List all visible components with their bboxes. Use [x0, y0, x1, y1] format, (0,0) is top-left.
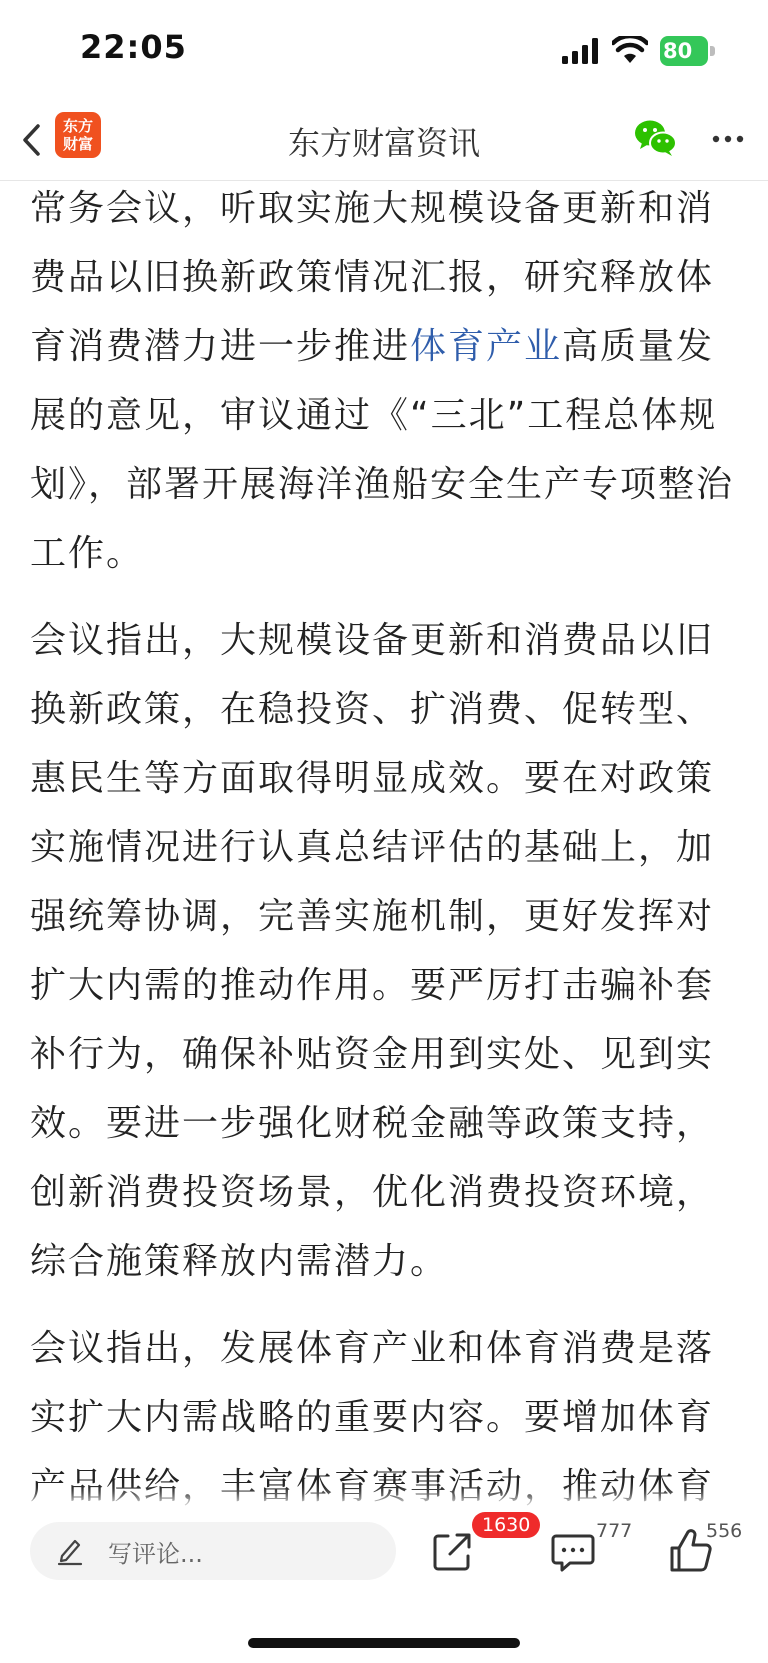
battery-tip [710, 46, 715, 56]
comment-placeholder: 写评论... [108, 1540, 203, 1568]
comment-input[interactable] [30, 1522, 396, 1580]
paragraph-text: 高质量发展的意见，审议通过《“三北”工程总体规划》，部署开展海洋渔船安全生产专项整治工作。 [30, 326, 735, 574]
logo-text-line2: 财富 [62, 135, 93, 153]
status-time: 22:05 [80, 28, 187, 66]
article-paragraph: 会议指出，发展体育产业和体育消费是落实扩大内需战略的重要内容。要增加体育产品供给，丰富体育赛事活动，推动体育 [30, 1328, 715, 1507]
comment-icon[interactable] [548, 1526, 598, 1576]
status-bar [0, 0, 768, 100]
keyword-link[interactable]: 体育产业 [410, 326, 563, 367]
nav-bar [0, 100, 768, 181]
share-badge: 1630 [472, 1512, 540, 1538]
battery-percent: 80 [663, 39, 693, 63]
logo-text-line1: 东方 [62, 117, 93, 135]
bottom-action-bar [0, 1508, 768, 1663]
paragraph-text: 常务会议，听取实施大规模设备更新和消费品以旧换新政策情况汇报，研究释放体育消费潜力进一步推进 [30, 188, 715, 367]
share-icon[interactable] [428, 1526, 478, 1576]
more-icon[interactable] [708, 124, 748, 154]
wifi-icon [612, 36, 648, 64]
battery-level [660, 36, 708, 66]
signal-icon [562, 38, 600, 64]
nav-title: 东方财富资讯 [287, 124, 480, 162]
battery-icon [660, 36, 718, 66]
article-body [0, 180, 768, 1508]
pen-icon [56, 1536, 84, 1566]
wechat-icon[interactable] [634, 118, 678, 158]
article-paragraph: 会议指出，大规模设备更新和消费品以旧换新政策，在稳投资、扩消费、促转型、惠民生等方面取得明显成效。要在对政策实施情况进行认真总结评估的基础上，加强统筹协调，完善实施机制，更好发挥对扩大内需的推动作用。要严厉打击骗补套补行为，确保补贴资金用到实处、见到实效。要进一步强化财税金融等政策支持，创新消费投资场景，优化消费投资环境，综合施策释放内需潜力。 [30, 620, 715, 1282]
home-indicator [248, 1638, 520, 1648]
article-paragraph [0, 180, 768, 588]
comment-count: 777 [596, 1520, 633, 1542]
like-count: 556 [706, 1520, 743, 1542]
